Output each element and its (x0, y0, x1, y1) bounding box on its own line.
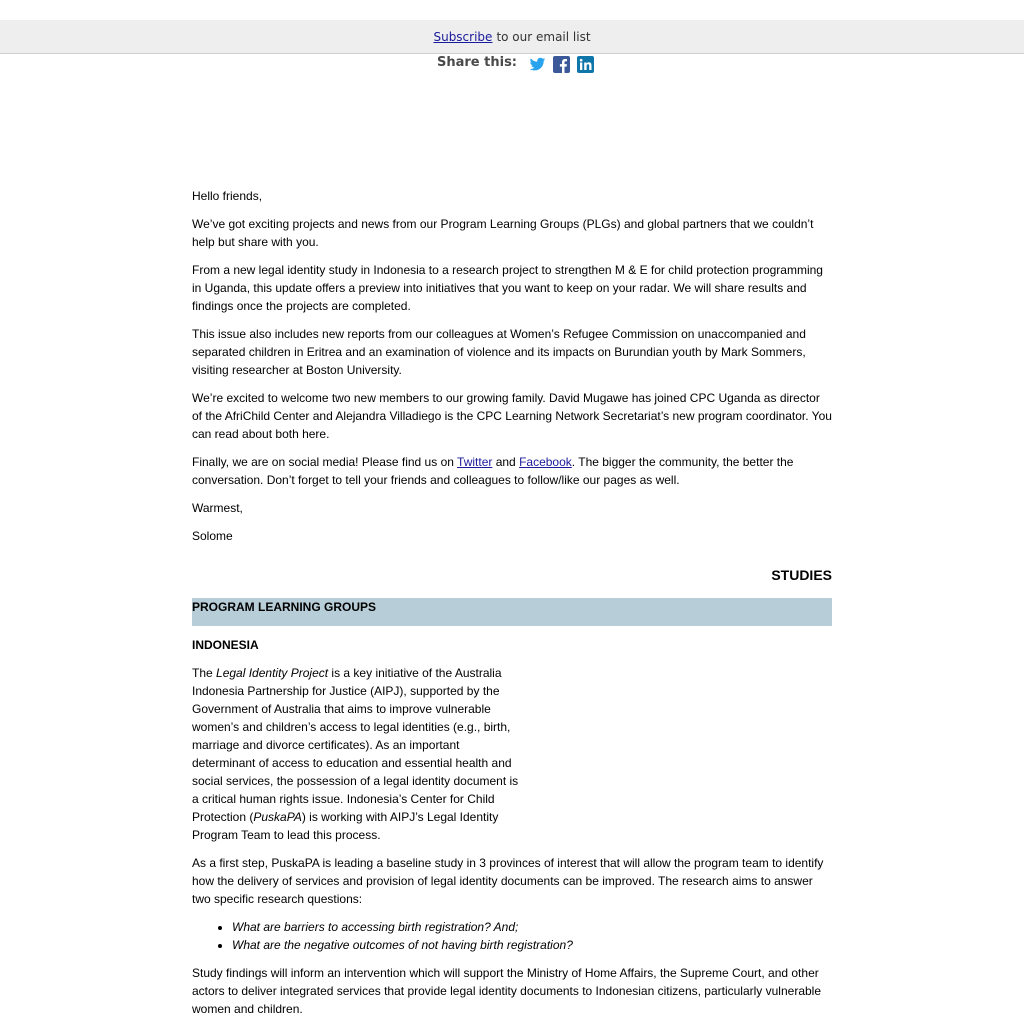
twitter-icon[interactable] (529, 56, 546, 73)
closing: Warmest, (192, 501, 243, 515)
letter-paragraph-4: We’re excited to welcome two new members to our growing family. David Mugawe has joined CPC Uganda as director of the AfriChild Center and Alejandra Villadiego is the CPC Learning Network Secretariat’s new program coordinator. You can read about both here. (192, 391, 832, 441)
newsletter-body (192, 187, 832, 1028)
question-item: • What are the negative outcomes of not having birth registration? (232, 936, 832, 954)
facebook-link[interactable]: Facebook (519, 455, 572, 469)
intro-end: ) is working with AIPJ’s Legal Identity Program Team to lead this process. (192, 810, 499, 842)
legal-identity-intro (192, 664, 522, 844)
country-heading: INDONESIA (192, 638, 259, 652)
letter-paragraph-2: From a new legal identity study in Indonesia to a research project to strengthen M & E for child protection programming in Uganda, this update offers a preview into initiatives that you want to keep on your radar. We will share results and findings once the projects are completed. (192, 263, 823, 313)
share-label: Share this: (437, 54, 518, 70)
intro-the: The (192, 666, 217, 680)
first-step-paragraph: As a first step, PuskaPA is leading a baseline study in 3 provinces of interest that will allow the program team to identify how the delivery of services and provision of legal identity documents can be improved. The research aims to answer two specific research questions: (192, 856, 824, 906)
p5-and: and (492, 455, 520, 469)
findings-paragraph: Study findings will inform an intervention which will support the Ministry of Home Affairs, the Supreme Court, and other actors to deliver integrated services that provide legal identity documents to Indonesian citizens, particularly vulnerable women and children. (192, 966, 822, 1016)
research-questions (192, 918, 832, 954)
letter-paragraph-3: This issue also includes new reports from our colleagues at Women’s Refugee Commission on unaccompanied and separated children in Eritrea and an examination of violence and its impacts on Burundian youth by Mark Sommers, visiting researcher at Boston University. (192, 327, 806, 377)
facebook-icon[interactable] (553, 56, 570, 73)
subscribe-text: to our email list (496, 29, 591, 44)
twitter-link[interactable]: Twitter (457, 455, 493, 469)
puskapa-name: PuskaPA (253, 810, 302, 824)
studies-heading: STUDIES (771, 567, 832, 583)
linkedin-icon[interactable] (577, 56, 594, 73)
signature: Solome (192, 529, 233, 543)
p5-start: Finally, we are on social media! Please find us on (192, 455, 458, 469)
letter-paragraph-5 (192, 453, 832, 489)
project-name: Legal Identity Project (216, 666, 329, 680)
intro-mid: is a key initiative of the Australia Indonesia Partnership for Justice (AIPJ), supported by the Government of Australia that aims to improve vulnerable women’s and children’s access to legal identities (e.g., birth, marriage and divorce certificates). As an important determinant of access to education and essential health and social services, the possession of a legal identity document is a critical human rights issue. Indonesia’s Center for Child Protection ( (192, 666, 519, 824)
program-learning-groups-bar: PROGRAM LEARNING GROUPS (192, 598, 832, 626)
subscribe-link[interactable]: Subscribe (433, 29, 493, 44)
greeting: Hello friends, (192, 189, 263, 203)
question-item: • What are barriers to accessing birth registration? And; (232, 918, 832, 936)
subscribe-bar (0, 20, 1024, 54)
p5-end: . The bigger the community, the better the conversation. Don’t forget to tell your friends and colleagues to follow/like our pages as well. (192, 455, 794, 487)
letter-paragraph-1: We’ve got exciting projects and news from our Program Learning Groups (PLGs) and global partners that we couldn’t help but share with you. (192, 217, 814, 249)
share-bar (437, 54, 601, 74)
